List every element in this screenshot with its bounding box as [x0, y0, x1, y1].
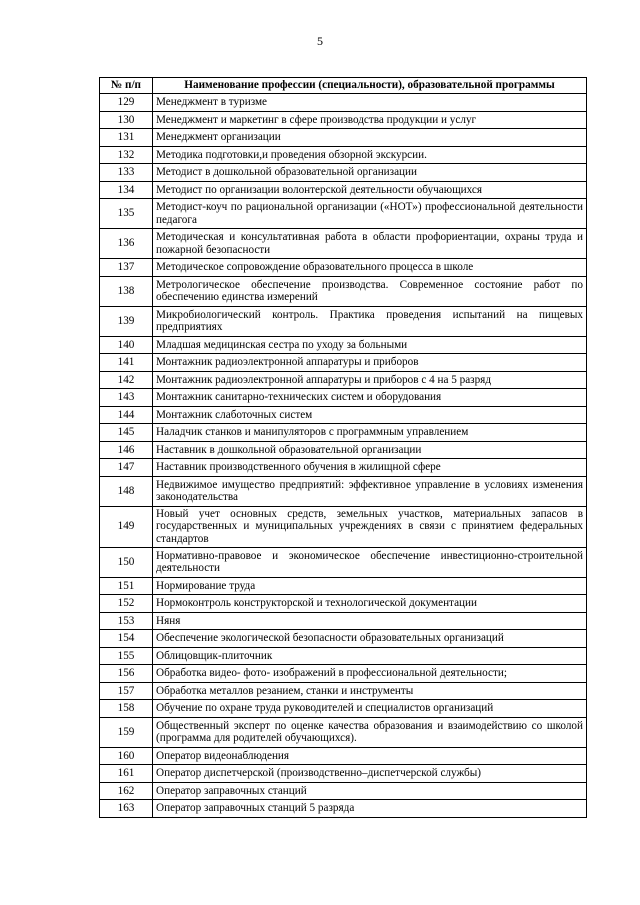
row-number: 158 — [100, 700, 153, 718]
table-row — [100, 765, 587, 783]
row-number: 145 — [100, 424, 153, 442]
row-number: 140 — [100, 336, 153, 354]
program-name: Младшая медицинская сестра по уходу за больными — [153, 336, 587, 354]
table-row — [100, 259, 587, 277]
row-number: 135 — [100, 199, 153, 229]
row-number: 131 — [100, 129, 153, 147]
table-row — [100, 306, 587, 336]
table-row — [100, 782, 587, 800]
table-row — [100, 406, 587, 424]
program-name: Методическая и консультативная работа в области профориентации, охраны труда и пожарной безопасности — [153, 229, 587, 259]
program-name: Монтажник радиоэлектронной аппаратуры и приборов — [153, 354, 587, 372]
program-name: Нормоконтроль конструкторской и технологической документации — [153, 595, 587, 613]
program-name: Оператор видеонаблюдения — [153, 747, 587, 765]
row-number: 161 — [100, 765, 153, 783]
program-name: Недвижимое имущество предприятий: эффективное управление в условиях изменения законодательства — [153, 476, 587, 506]
row-number: 133 — [100, 164, 153, 182]
table-row — [100, 336, 587, 354]
table-row — [100, 389, 587, 407]
row-number: 162 — [100, 782, 153, 800]
row-number: 147 — [100, 459, 153, 477]
table-header-row — [100, 78, 587, 94]
table-row — [100, 424, 587, 442]
table-row — [100, 129, 587, 147]
program-name: Обработка видео- фото- изображений в профессиональной деятельности; — [153, 665, 587, 683]
table-row — [100, 630, 587, 648]
program-name: Методист по организации волонтерской деятельности обучающихся — [153, 181, 587, 199]
program-name: Наставник производственного обучения в жилищной сфере — [153, 459, 587, 477]
row-number: 154 — [100, 630, 153, 648]
table-row — [100, 94, 587, 112]
table-row — [100, 199, 587, 229]
program-name: Метрологическое обеспечение производства. Современное состояние работ по обеспечению единства измерений — [153, 276, 587, 306]
row-number: 152 — [100, 595, 153, 613]
table-row — [100, 612, 587, 630]
program-name: Менеджмент и маркетинг в сфере производства продукции и услуг — [153, 111, 587, 129]
row-number: 136 — [100, 229, 153, 259]
row-number: 160 — [100, 747, 153, 765]
program-name: Няня — [153, 612, 587, 630]
program-name: Монтажник слаботочных систем — [153, 406, 587, 424]
row-number: 138 — [100, 276, 153, 306]
row-number: 159 — [100, 717, 153, 747]
table-row — [100, 747, 587, 765]
table-row — [100, 595, 587, 613]
row-number: 132 — [100, 146, 153, 164]
table-row — [100, 547, 587, 577]
program-name: Обучение по охране труда руководителей и специалистов организаций — [153, 700, 587, 718]
table-row — [100, 181, 587, 199]
row-number: 151 — [100, 577, 153, 595]
column-header-name: Наименование профессии (специальности), образовательной программы — [153, 78, 587, 94]
row-number: 149 — [100, 506, 153, 547]
table-body — [100, 94, 587, 818]
table-row — [100, 459, 587, 477]
table-row — [100, 577, 587, 595]
table-row — [100, 164, 587, 182]
table-row — [100, 700, 587, 718]
program-name: Оператор диспетчерской (производственно–диспетчерской службы) — [153, 765, 587, 783]
professions-table — [99, 77, 587, 818]
program-name: Методика подготовки,и проведения обзорной экскурсии. — [153, 146, 587, 164]
row-number: 156 — [100, 665, 153, 683]
table-row — [100, 146, 587, 164]
row-number: 134 — [100, 181, 153, 199]
row-number: 142 — [100, 371, 153, 389]
table-row — [100, 682, 587, 700]
row-number: 155 — [100, 647, 153, 665]
table-row — [100, 371, 587, 389]
page-number: 5 — [317, 34, 323, 48]
program-name: Наладчик станков и манипуляторов с программным управлением — [153, 424, 587, 442]
program-name: Менеджмент в туризме — [153, 94, 587, 112]
program-name: Менеджмент организации — [153, 129, 587, 147]
column-header-number: № п/п — [100, 78, 153, 94]
table-row — [100, 717, 587, 747]
table-row — [100, 229, 587, 259]
row-number: 150 — [100, 547, 153, 577]
table-row — [100, 276, 587, 306]
program-name: Монтажник радиоэлектронной аппаратуры и приборов с 4 на 5 разряд — [153, 371, 587, 389]
table-row — [100, 476, 587, 506]
table-row — [100, 441, 587, 459]
program-name: Методическое сопровождение образовательного процесса в школе — [153, 259, 587, 277]
program-name: Новый учет основных средств, земельных участков, материальных запасов в государственных и муниципальных учреждениях в связи с принятием федеральных стандартов — [153, 506, 587, 547]
row-number: 148 — [100, 476, 153, 506]
table-row — [100, 354, 587, 372]
program-name: Микробиологический контроль. Практика проведения испытаний на пищевых предприятиях — [153, 306, 587, 336]
program-name: Монтажник санитарно-технических систем и оборудования — [153, 389, 587, 407]
program-name: Нормирование труда — [153, 577, 587, 595]
program-name: Методист-коуч по рациональной организации («НОТ») профессиональной деятельности педагога — [153, 199, 587, 229]
program-name: Наставник в дошкольной образовательной организации — [153, 441, 587, 459]
program-name: Нормативно-правовое и экономическое обеспечение инвестиционно-строительной деятельности — [153, 547, 587, 577]
row-number: 143 — [100, 389, 153, 407]
row-number: 129 — [100, 94, 153, 112]
table-row — [100, 111, 587, 129]
table-row — [100, 506, 587, 547]
row-number: 157 — [100, 682, 153, 700]
program-name: Оператор заправочных станций 5 разряда — [153, 800, 587, 818]
program-name: Облицовщик-плиточник — [153, 647, 587, 665]
row-number: 144 — [100, 406, 153, 424]
program-name: Методист в дошкольной образовательной организации — [153, 164, 587, 182]
table-row — [100, 647, 587, 665]
program-name: Обработка металлов резанием, станки и инструменты — [153, 682, 587, 700]
row-number: 137 — [100, 259, 153, 277]
table-row — [100, 665, 587, 683]
row-number: 139 — [100, 306, 153, 336]
program-name: Обеспечение экологической безопасности образовательных организаций — [153, 630, 587, 648]
row-number: 141 — [100, 354, 153, 372]
row-number: 146 — [100, 441, 153, 459]
row-number: 130 — [100, 111, 153, 129]
row-number: 163 — [100, 800, 153, 818]
row-number: 153 — [100, 612, 153, 630]
program-name: Общественный эксперт по оценке качества образования и взаимодействию со школой (программа для родителей обучающихся). — [153, 717, 587, 747]
table-row — [100, 800, 587, 818]
program-name: Оператор заправочных станций — [153, 782, 587, 800]
